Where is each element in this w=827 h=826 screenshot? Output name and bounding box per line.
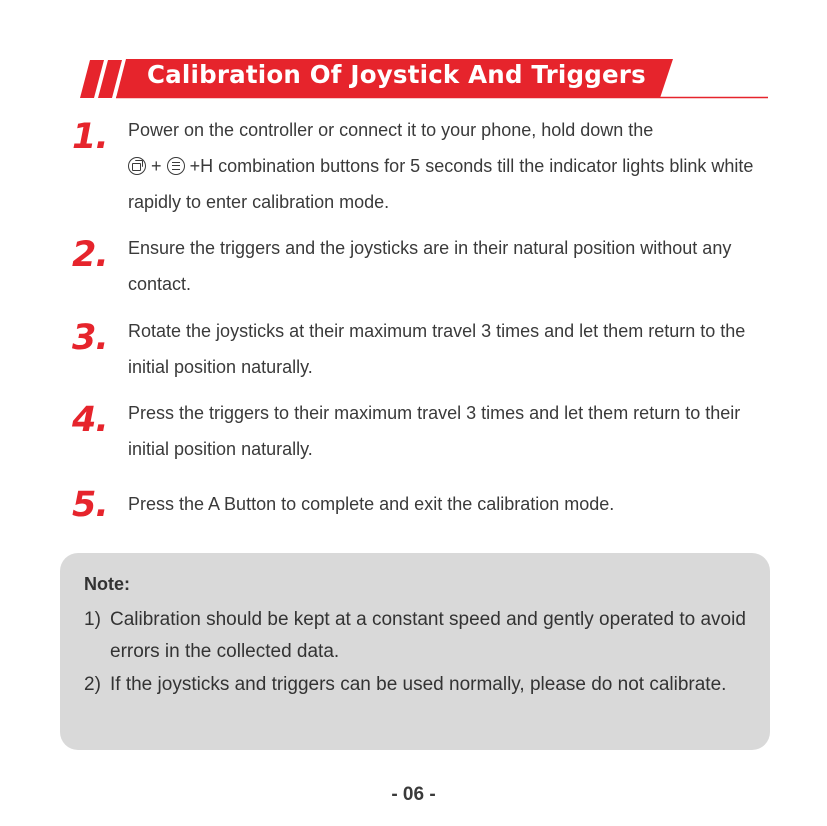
step-text: Ensure the triggers and the joysticks are in their natural position without any contact.: [128, 238, 732, 294]
step-number: 1.: [72, 117, 108, 157]
step-text: Press the triggers to their maximum travel 3 times and let them return to their initial position naturally.: [128, 403, 741, 459]
menu-button-icon: [167, 157, 185, 175]
note-item-text: Calibration should be kept at a constant speed and gently operated to avoid errors in the collected data.: [110, 609, 746, 662]
note-item-text: If the joysticks and triggers can be used normally, please do not calibrate.: [110, 674, 727, 695]
step-number: 2.: [72, 235, 108, 275]
step-text: Rotate the joysticks at their maximum travel 3 times and let them return to the initial position naturally.: [128, 321, 746, 377]
page-number: - 06 -: [391, 784, 436, 805]
step-text: Press the A Button to complete and exit the calibration mode.: [128, 494, 615, 514]
step-number: 4.: [72, 400, 108, 440]
share-button-icon: [128, 157, 146, 175]
step-text: [128, 112, 768, 220]
step-number: 3.: [72, 318, 108, 358]
note-title: Note:: [84, 574, 130, 594]
step-number: 5.: [72, 485, 108, 525]
plus-sign: +: [151, 156, 162, 176]
note-item-number: 2): [84, 674, 101, 695]
page-title: Calibration Of Joystick And Triggers: [147, 60, 646, 89]
note-item-number: 1): [84, 609, 101, 630]
section-header: [0, 0, 827, 110]
header-banner: [0, 0, 827, 110]
step-text-part: Power on the controller or connect it to your phone, hold down the: [128, 120, 654, 140]
step-text-part: +H combination buttons for 5 seconds till the indicator lights blink white rapidly to enter calibration mode.: [128, 156, 754, 212]
